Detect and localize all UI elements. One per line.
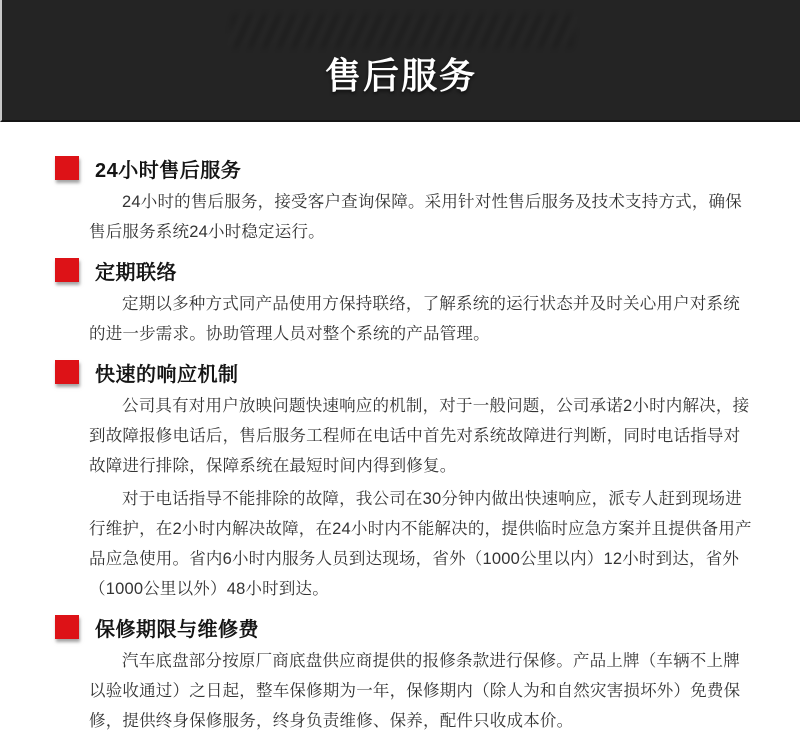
- section-24h-service: [55, 155, 755, 247]
- content: [0, 122, 800, 736]
- section-heading: 保修期限与维修费: [95, 618, 259, 641]
- section-paragraph: 公司具有对用户放映问题快速响应的机制，对于一般问题，公司承诺2小时内解决，接到故障报修电话后，售后服务工程师在电话中首先对系统故障进行判断，同时电话指导对故障进行排除，保障系统在最短时间内得到修复。: [89, 397, 750, 475]
- section-heading: 定期联络: [95, 261, 177, 284]
- section-heading: 24小时售后服务: [95, 159, 242, 182]
- red-square-bullet-icon: [55, 258, 79, 282]
- section-paragraph: 对于电话指导不能排除的故障，我公司在30分钟内做出快速响应，派专人赶到现场进行维护，在2小时内解决故障，在24小时内不能解决的，提供临时应急方案并且提供备用产品应急使用。省内6小时内服务人员到达现场，省外（1000公里以内）12小时到达，省外（1000公里以外）48小时到达。: [89, 490, 752, 598]
- section-regular-contact: [55, 257, 755, 349]
- red-square-bullet-icon: [55, 156, 79, 180]
- section-quick-response: [55, 359, 755, 604]
- section-paragraph: 汽车底盘部分按原厂商底盘供应商提供的报修条款进行保修。产品上牌（车辆不上牌以验收通过）之日起，整车保修期为一年，保修期内（除人为和自然灾害损坏外）免费保修，提供终身保修服务，终身负责维修、保养，配件只收成本价。: [89, 652, 741, 730]
- section-heading-row: [55, 359, 755, 385]
- page-title: 售后服务: [324, 54, 477, 96]
- section-paragraph: 24小时的售后服务，接受客户查询保障。采用针对性售后服务及技术支持方式，确保售后服务系统24小时稳定运行。: [89, 193, 742, 241]
- section-heading-row: [55, 155, 755, 181]
- section-heading-row: [55, 257, 755, 283]
- section-heading: 快速的响应机制: [95, 363, 239, 386]
- section-warranty: [55, 614, 755, 736]
- red-square-bullet-icon: [55, 615, 79, 639]
- section-heading-row: [55, 614, 755, 640]
- red-square-bullet-icon: [55, 360, 79, 384]
- header-banner: [0, 0, 800, 122]
- section-paragraph: 定期以多种方式同产品使用方保持联络，了解系统的运行状态并及时关心用户对系统的进一步需求。协助管理人员对整个系统的产品管理。: [89, 295, 740, 343]
- watermark-smudge: [227, 14, 578, 48]
